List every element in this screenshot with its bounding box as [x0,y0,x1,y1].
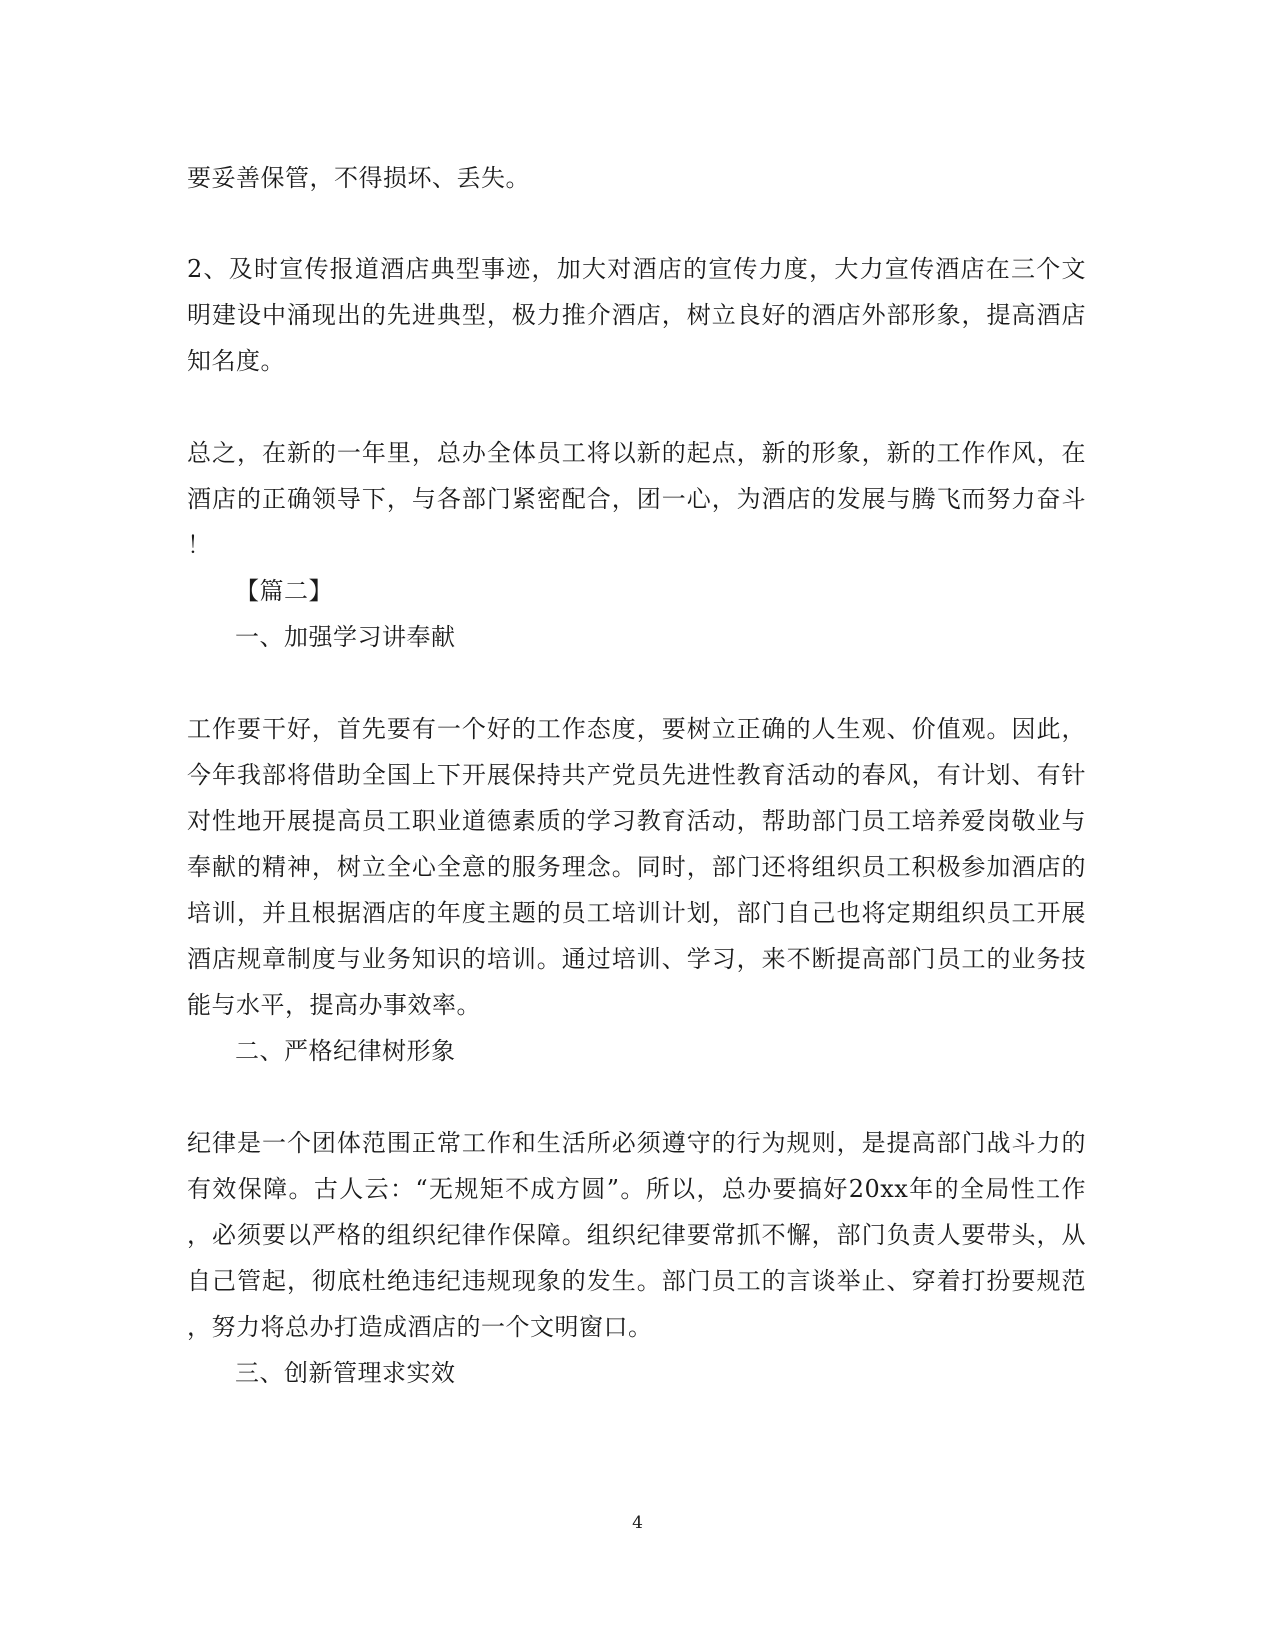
subsection-heading: 一、加强学习讲奉献 [235,623,456,651]
text-line: 今年我部将借助全国上下开展保持共产党员先进性教育活动的春风，有计划、有针 [187,761,1086,789]
text-line: 能与水平，提高办事效率。 [187,991,481,1019]
text-line: 奉献的精神，树立全心全意的服务理念。同时，部门还将组织员工积极参加酒店的 [187,853,1086,881]
section-heading: 【篇二】 [235,577,333,605]
text-line: ，必须要以严格的组织纪律作保障。组织纪律要常抓不懈，部门负责人要带头，从 [187,1221,1086,1249]
text-line: 培训，并且根据酒店的年度主题的员工培训计划，部门自己也将定期组织员工开展 [187,899,1086,927]
subsection-heading: 三、创新管理求实效 [235,1359,456,1387]
text-line: 对性地开展提高员工职业道德素质的学习教育活动，帮助部门员工培养爱岗敬业与 [187,807,1086,835]
text-line: 明建设中涌现出的先进典型，极力推介酒店，树立良好的酒店外部形象，提高酒店 [187,301,1086,329]
text-line: 知名度。 [187,347,285,375]
text-line: 酒店规章制度与业务知识的培训。通过培训、学习，来不断提高部门员工的业务技 [187,945,1086,973]
text-line: 纪律是一个团体范围正常工作和生活所必须遵守的行为规则，是提高部门战斗力的 [187,1129,1086,1157]
text-line: 要妥善保管，不得损坏、丢失。 [187,164,530,192]
text-line: 工作要干好，首先要有一个好的工作态度，要树立正确的人生观、价值观。因此， [187,715,1086,743]
page-number: 4 [632,1513,643,1533]
subsection-heading: 二、严格纪律树形象 [235,1037,456,1065]
text-line: 酒店的正确领导下，与各部门紧密配合，团一心，为酒店的发展与腾飞而努力奋斗 [187,485,1086,513]
text-line: 有效保障。古人云：“无规矩不成方圆”。所以，总办要搞好20xx年的全局性工作 [187,1175,1086,1203]
text-line: 自己管起，彻底杜绝违纪违规现象的发生。部门员工的言谈举止、穿着打扮要规范 [187,1267,1086,1295]
text-line: ！ [187,531,212,559]
text-line: 总之，在新的一年里，总办全体员工将以新的起点，新的形象，新的工作作风，在 [187,439,1086,467]
text-line: ，努力将总办打造成酒店的一个文明窗口。 [187,1313,653,1341]
text-line: 2、及时宣传报道酒店典型事迹，加大对酒店的宣传力度，大力宣传酒店在三个文 [187,255,1086,283]
